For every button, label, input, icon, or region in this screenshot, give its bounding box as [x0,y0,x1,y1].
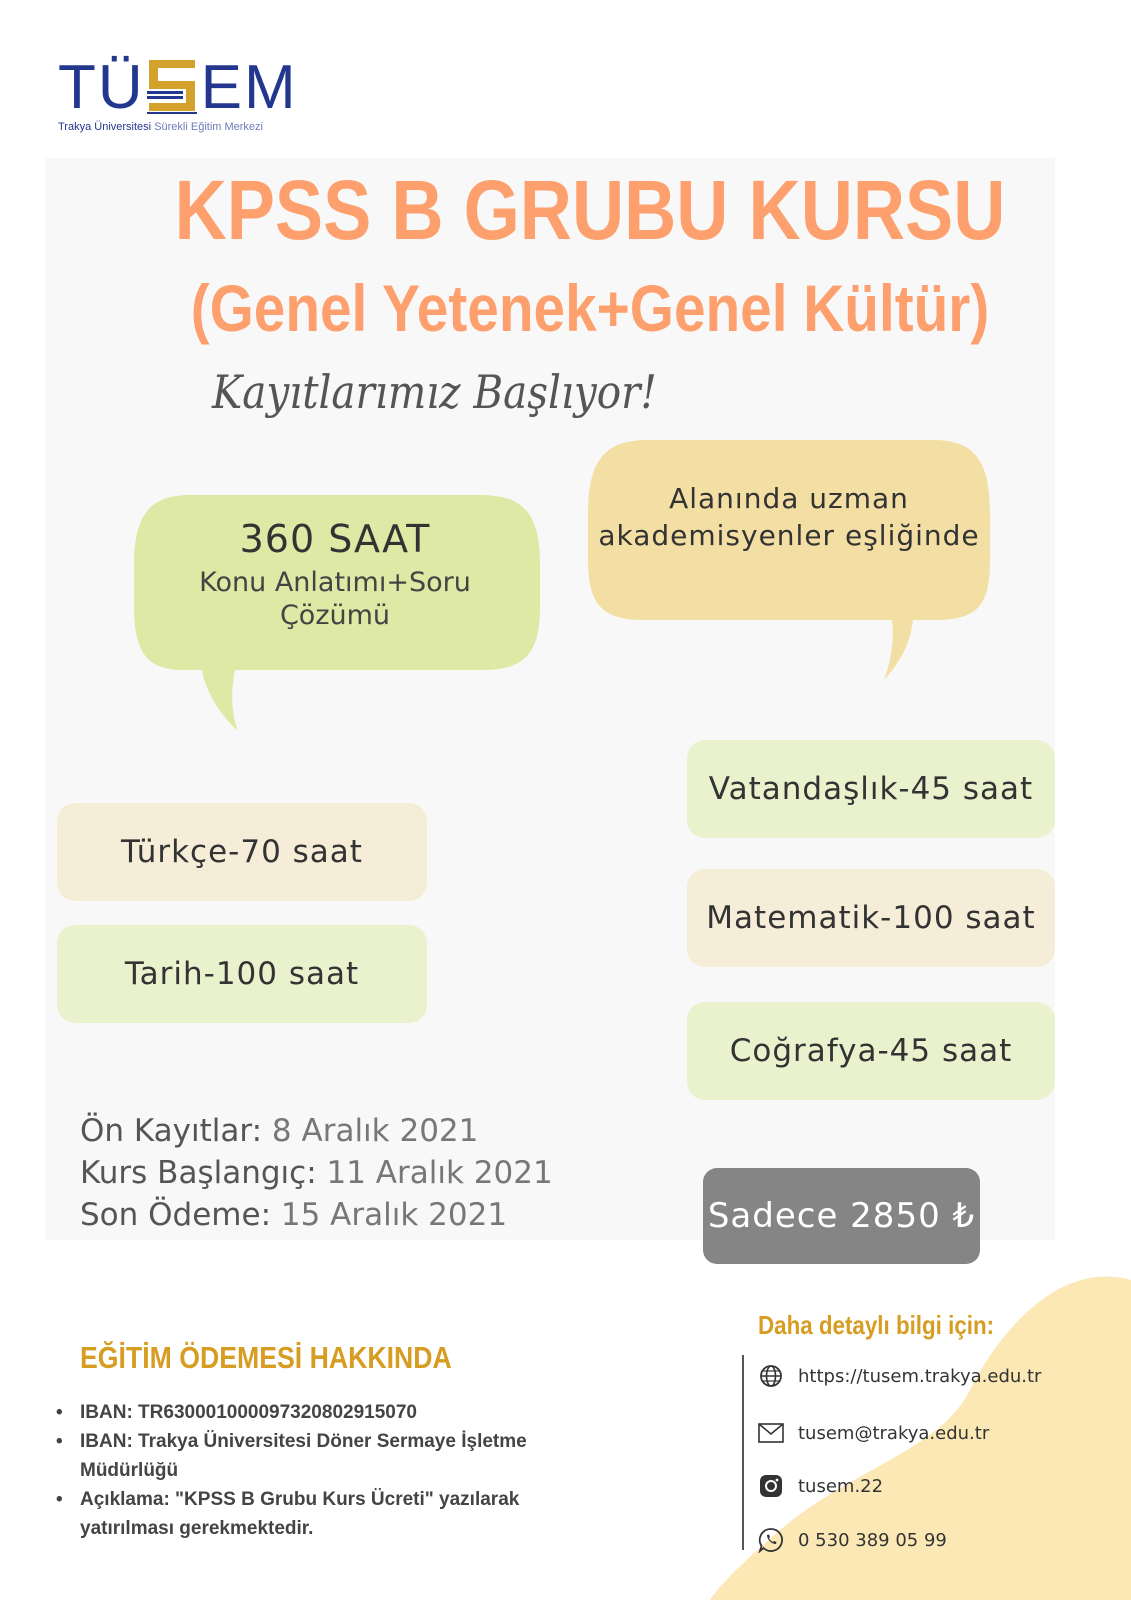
logo-subtitle-bold: Trakya Üniversitesi [58,121,152,133]
dates-list [80,1110,553,1236]
bubble-hours-line1: Konu Anlatımı+Soru [199,567,471,598]
date-value: 8 Aralık 2021 [271,1113,479,1149]
speech-bubble-hours [130,495,550,735]
subject-vatandaslik: Vatandaşlık-45 saat [687,740,1055,838]
contact-email[interactable] [758,1420,989,1446]
bubble-hours-line2: Çözümü [279,600,391,631]
subject-matematik: Matematik-100 saat [687,869,1055,967]
contact-heading: Daha detaylı bilgi için: [758,1310,995,1340]
bubble-experts-line1: Alanında uzman [669,482,909,515]
contact-web[interactable] [758,1363,1041,1389]
payment-item-iban: • IBAN: TR630001000097320802915070 [56,1398,556,1427]
payment-heading: EĞİTİM ÖDEMESİ HAKKINDA [80,1340,452,1375]
subject-turkce: Türkçe-70 saat [57,803,427,901]
page-subtitle: (Genel Yetenek+Genel Kültür) [190,271,990,345]
payment-item-description: • Açıklama: "KPSS B Grubu Kurs Ücreti" yazılarak yatırılması gerekmektedir. [56,1485,556,1543]
contact-divider [742,1355,744,1550]
payment-list [56,1398,556,1543]
date-row-payment [80,1194,553,1236]
subject-tarih: Tarih-100 saat [57,925,427,1023]
logo-subtitle [58,121,263,133]
instagram-icon [758,1473,784,1499]
payment-item-account: • IBAN: Trakya Üniversitesi Döner Sermaye İşletme Müdürlüğü [56,1427,556,1485]
bubble-hours: 360 SAAT [239,517,431,561]
tusem-logo [58,53,298,138]
whatsapp-icon [758,1527,784,1553]
envelope-icon [758,1420,784,1446]
date-value: 15 Aralık 2021 [280,1197,508,1233]
price-badge: Sadece 2850 ₺ [703,1168,980,1264]
tagline: Kayıtlarımız Başlıyor! [212,365,657,419]
contact-instagram[interactable] [758,1473,883,1499]
date-label: Ön Kayıtlar: [80,1113,263,1149]
globe-icon [758,1363,784,1389]
contact-web-url[interactable]: https://tusem.trakya.edu.tr [798,1365,1042,1387]
speech-bubble-shape [588,440,1008,690]
subject-cografya: Coğrafya-45 saat [687,1002,1055,1100]
date-row-start [80,1152,553,1194]
logo-wordmark: TÜ EM [58,53,298,122]
speech-bubble-experts [588,440,1008,690]
logo-s-mark-icon [147,60,199,114]
bubble-experts-line2: akademisyenler eşliğinde [598,519,980,552]
logo-subtitle-light: Sürekli Eğitim Merkezi [154,121,263,133]
date-label: Son Ödeme: [80,1197,272,1233]
date-value: 11 Aralık 2021 [326,1155,553,1191]
date-row-registration [80,1110,553,1152]
contact-phone[interactable] [758,1527,947,1553]
page-title: KPSS B GRUBU KURSU [174,163,1006,257]
contact-email-address[interactable]: tusem@trakya.edu.tr [798,1422,990,1444]
contact-phone-number[interactable]: 0 530 389 05 99 [798,1529,947,1551]
date-label: Kurs Başlangıç: [80,1155,317,1191]
contact-instagram-handle[interactable]: tusem.22 [798,1475,884,1497]
